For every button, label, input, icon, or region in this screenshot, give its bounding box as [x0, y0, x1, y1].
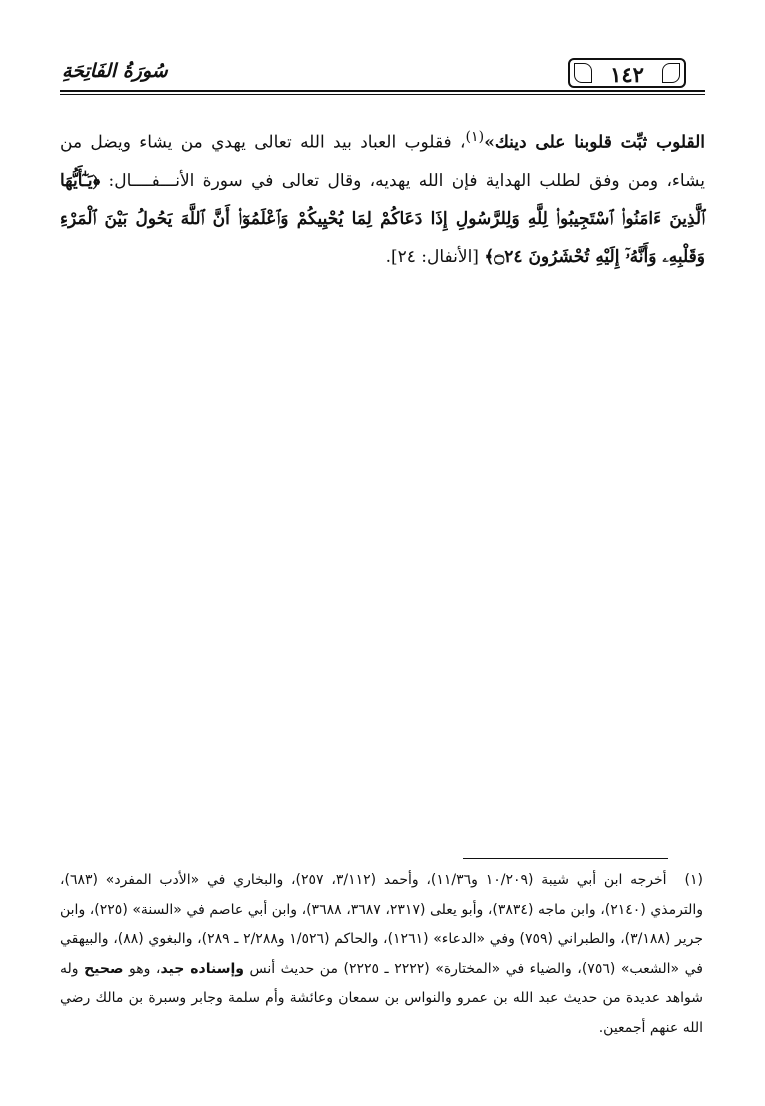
page-header [60, 58, 705, 98]
footnote-bold-text: صحيح [84, 960, 124, 977]
footnote-ref: (١) [465, 129, 485, 145]
footnote-text: أخرجه ابن أبي شيبة (١٠/٢٠٩ و١١/٣٦)، وأحمد (٣/١١٢، ٢٥٧)، والبخاري في «الأدب المفرد» (٦٨٣)، والترمذي (٢١٤٠)، وابن ماجه (٣٨٣٤)، وأبو يعلى (٢٣١٧، ٣٦٨٧، ٣٦٨٨)، وابن أبي عاصم في «السنة» (٢٢٥)، وابن جرير (٣/١٨٨)، والطبراني (٧٥٩) وفي «الدعاء» (١٢٦١)، والحاكم (١/٥٢٦ و٢/٢٨٨ ـ ٢٨٩)، والبغوي (٨٨)، والبيهقي في «الشعب» (٧٥٦)، والضياء في «المختارة» (٢٢٢٢ ـ ٢٢٢٥) من حديث أنس [60, 872, 704, 977]
hadith-quote: القلوب ثبِّت قلوبنا على دينك» [484, 132, 706, 153]
footnote-text: ، وهو [123, 960, 161, 977]
header-rule [60, 90, 705, 92]
page-number-frame [568, 58, 686, 88]
header-rule-thin [60, 94, 705, 95]
footnote-separator [463, 858, 668, 859]
footnote-number: (١) [684, 872, 704, 888]
footnote-bold-text: وإسناده جيد [160, 960, 244, 977]
footnote [60, 866, 703, 1043]
verse-reference: [الأنفال: ٢٤]. [385, 246, 479, 267]
paragraph [60, 118, 705, 276]
main-text [60, 118, 705, 276]
surah-title: سُورَةُ الفَاتِحَةِ [62, 60, 168, 82]
footnotes [60, 866, 703, 1043]
paragraph-text: ، فقلوب العباد بيد الله تعالى يهدي من يشاء ويضل من يشاء، ومن وفق لطلب الهداية فإن الله يهديه، وقال تعالى في سورة الأنـــفــــال: [60, 132, 706, 191]
quran-verse: ﴿يَـٰٓأَيُّهَا ٱلَّذِينَ ءَامَنُوا۟ ٱسْتَجِيبُوا۟ لِلَّهِ وَلِلرَّسُولِ إِذَا دَعَاكُمْ لِمَا يُحْيِيكُمْ وَٱعْلَمُوٓا۟ أَنَّ ٱللَّهَ يَحُولُ بَيْنَ ٱلْمَرْءِ وَقَلْبِهِۦ وَأَنَّهُۥٓ إِلَيْهِ تُحْشَرُونَ ۝٢٤﴾ [60, 170, 705, 267]
page-number: ١٤٢ [610, 62, 644, 87]
footnote-text: وله شواهد عديدة من حديث عبد الله بن عمرو والنواس بن سمعان وعائشة وأم سلمة وجابر وسبرة بن مالك رضي الله عنهم أجمعين. [60, 960, 703, 1036]
